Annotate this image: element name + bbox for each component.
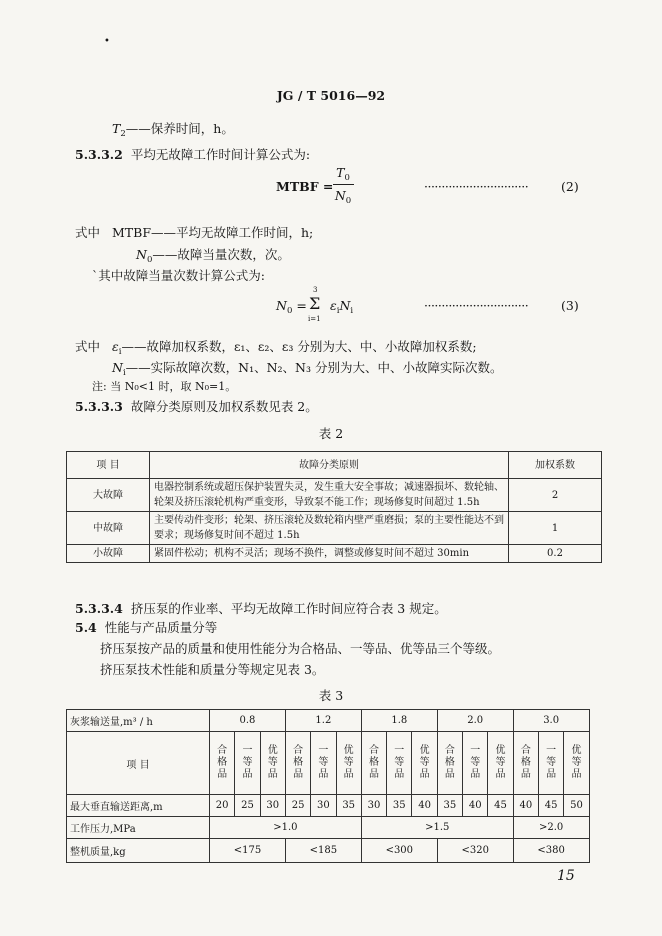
table-row	[67, 512, 602, 545]
where1-mtbf: MTBF——平均无故障工作时间，h;	[112, 225, 314, 240]
table2-principle: 紧固件松动；机构不灵活；现场不换件，调整或修复时间不超过 30min	[150, 545, 509, 563]
table-row	[67, 839, 590, 863]
table-row	[67, 795, 590, 817]
cell-value: 25	[285, 795, 310, 817]
eq3-sum-upper: 3	[313, 286, 318, 294]
page-number: 15	[557, 868, 575, 884]
row-label: 整机质量,kg	[67, 839, 210, 863]
cell-value: <320	[437, 839, 513, 863]
cell-value: >1.0	[210, 817, 362, 839]
grade-first: 一等品	[242, 745, 253, 780]
eq2-number: (2)	[561, 179, 579, 194]
grade-qualified: 合格品	[520, 745, 531, 780]
eq3-lhs: $N_0$ =	[276, 298, 307, 316]
table3-capacity: 3.0	[513, 710, 589, 732]
eq3-intro: `其中故障当量次数计算公式为:	[92, 268, 265, 283]
table2-weight: 0.2	[509, 545, 602, 563]
eq2-numerator: $T_0$	[336, 165, 350, 183]
cell-value: 50	[564, 795, 589, 817]
grade-superior: 优等品	[495, 745, 506, 780]
grade-superior: 优等品	[343, 745, 354, 780]
cell-value: >1.5	[361, 817, 513, 839]
section-5-3-3-2: 5.3.3.2 平均无故障工作时间计算公式为:	[75, 147, 311, 162]
grade-first: 一等品	[318, 745, 329, 780]
cell-value: >2.0	[513, 817, 589, 839]
table2-header: 项 目	[67, 452, 150, 479]
table3-capacity: 1.8	[361, 710, 437, 732]
cell-value: 40	[463, 795, 488, 817]
eq3-sum-sign: Σ	[309, 294, 321, 313]
eq3-leader-dots: ······························	[424, 298, 529, 313]
paragraph-2: 挤压泵技术性能和质量分等规定见表 3。	[100, 662, 325, 677]
cell-value: <300	[361, 839, 437, 863]
where2-epsilon: $\varepsilon_i——$故障加权系数，ε₁、ε₂、ε₃ 分别为大、中、小故障加权系数;	[112, 339, 477, 357]
cell-value: 30	[260, 795, 285, 817]
table2-weight: 1	[509, 512, 602, 545]
table-row	[67, 479, 602, 512]
table3-capacity: 1.2	[285, 710, 361, 732]
cell-value: 35	[336, 795, 361, 817]
eq3-rhs: $\varepsilon_iN_i$	[330, 298, 354, 316]
table-3	[66, 709, 590, 863]
table2-item: 中故障	[67, 512, 150, 545]
paragraph-1: 挤压泵按产品的质量和使用性能分为合格品、一等品、优等品三个等级。	[100, 641, 501, 656]
table2-principle: 电器控制系统或超压保护装置失灵，发生重大安全事故；减速器损坏、数轮轴、轮架及挤压滚轮机构严重变形，导致泵不能工作；现场修复时间超过 1.5h	[150, 479, 509, 512]
grade-qualified: 合格品	[217, 745, 228, 780]
table3-capacity: 0.8	[210, 710, 286, 732]
table-2	[66, 451, 602, 563]
grade-qualified: 合格品	[444, 745, 455, 780]
table2-caption: 表 2	[318, 426, 344, 441]
section-5-3-3-3: 5.3.3.3 故障分类原则及加权系数见表 2。	[75, 399, 318, 414]
where2-label: 式中	[75, 339, 101, 354]
row-label: 最大垂直输送距离,m	[67, 795, 210, 817]
table2-principle: 主要传动件变形；轮架、挤压滚轮及数轮箱内壁严重磨损；泵的主要性能达不到要求；现场修复时间不超过 1.5h	[150, 512, 509, 545]
grade-qualified: 合格品	[293, 745, 304, 780]
eq2-lhs: MTBF =	[276, 179, 334, 194]
cell-value: 20	[210, 795, 235, 817]
standard-header: JG / T 5016—92	[276, 88, 386, 103]
cell-value: 45	[538, 795, 563, 817]
stray-dot: •	[104, 36, 110, 47]
eq2-fraction-bar	[333, 184, 354, 185]
row-label: 工作压力,MPa	[67, 817, 210, 839]
note: 注: 当 N₀<1 时，取 N₀=1。	[92, 380, 237, 393]
cell-value: 35	[437, 795, 462, 817]
t2-definition: $T_2——$保养时间，h。	[112, 121, 234, 139]
where1-label: 式中	[75, 225, 101, 240]
grade-superior: 优等品	[267, 745, 278, 780]
cell-value: 35	[387, 795, 412, 817]
cell-value: <175	[210, 839, 286, 863]
eq2-denominator: $N_0$	[334, 188, 352, 206]
cell-value: 45	[488, 795, 513, 817]
table2-item: 小故障	[67, 545, 150, 563]
grade-first: 一等品	[470, 745, 481, 780]
eq3-sum-lower: i=1	[308, 315, 321, 323]
grade-qualified: 合格品	[368, 745, 379, 780]
table3-capacity: 2.0	[437, 710, 513, 732]
grade-superior: 优等品	[571, 745, 582, 780]
where1-n0: $N_0——$故障当量次数，次。	[136, 247, 290, 265]
cell-value: 30	[311, 795, 336, 817]
cell-value: 40	[412, 795, 437, 817]
table-row	[67, 817, 590, 839]
table2-header: 故障分类原则	[150, 452, 509, 479]
table2-item: 大故障	[67, 479, 150, 512]
grade-first: 一等品	[394, 745, 405, 780]
table2-weight: 2	[509, 479, 602, 512]
where2-ni: $N_i——$实际故障次数，N₁、N₂、N₃ 分别为大、中、小故障实际次数。	[112, 360, 503, 378]
table-row	[67, 545, 602, 563]
cell-value: 30	[361, 795, 386, 817]
section-5-3-3-4: 5.3.3.4 挤压泵的作业率、平均无故障工作时间应符合表 3 规定。	[75, 601, 447, 616]
grade-superior: 优等品	[419, 745, 430, 780]
cell-value: <380	[513, 839, 589, 863]
grade-first: 一等品	[546, 745, 557, 780]
section-5-4: 5.4 性能与产品质量分等	[75, 620, 218, 635]
eq2-leader-dots: ······························	[424, 179, 529, 194]
table3-capacity-label: 灰浆输送量,m³ / h	[67, 710, 210, 732]
table3-caption: 表 3	[318, 688, 344, 703]
eq3-number: (3)	[561, 298, 579, 313]
table3-item-label: 项 目	[67, 732, 210, 795]
cell-value: 40	[513, 795, 538, 817]
cell-value: 25	[235, 795, 260, 817]
cell-value: <185	[285, 839, 361, 863]
table2-header: 加权系数	[509, 452, 602, 479]
